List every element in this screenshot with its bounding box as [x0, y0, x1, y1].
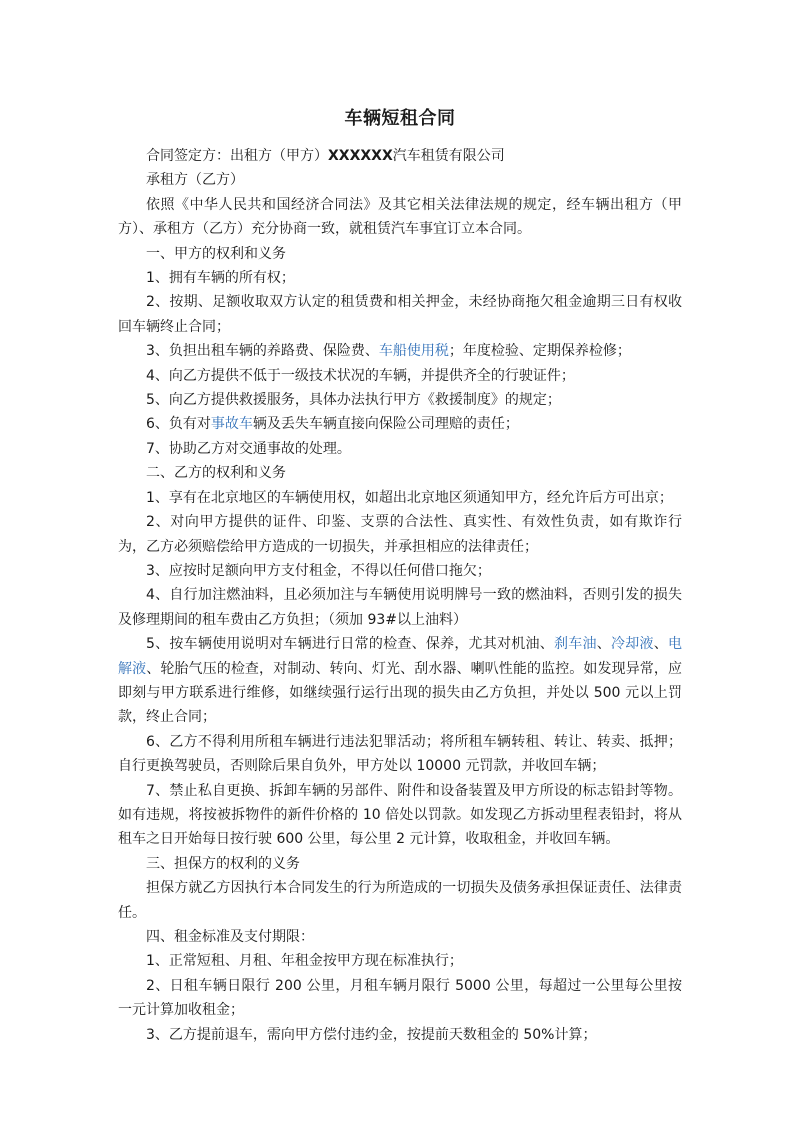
link-coolant[interactable]: 冷却液 [611, 636, 654, 653]
party-b-line: 承租方（乙方） [146, 172, 244, 189]
clause-4-2: 2、日租车辆日限行 200 公里，月租车辆月限行 5000 公里，每超过一公里每公里按一元计算加收租金； [118, 977, 682, 1019]
clause-3-text: 担保方就乙方因执行本合同发生的行为所造成的一切损失及债务承担保证责任、法律责任。 [118, 880, 682, 921]
party-a-line: 合同签定方：出租方（甲方）XXXXXX汽车租赁有限公司 [146, 148, 505, 164]
section-4-heading: 四、租金标准及支付期限： [146, 929, 314, 945]
section-3-heading: 三、担保方的权利的义务 [146, 855, 300, 872]
clause-1-3: 3、负担出租车辆的养路费、保险费、车船使用税；年度检验、定期保养检修； [146, 343, 631, 360]
contract-body [118, 144, 682, 1047]
link-accident-car[interactable]: 事故车 [210, 416, 253, 433]
clause-2-7: 7、禁止私自更换、拆卸车辆的另部件、附件和设备装置及甲方所设的标志铅封等物。如有违规，将按被拆物件的新件价格的 10 倍处以罚款。如发现乙方拆动里程表铅封，将从租车之日开始每日按行驶 600 公里，每公里 2 元计算，收取租金，并收回车辆。 [118, 782, 682, 848]
clause-2-3: 3、应按时足额向甲方支付租金，不得以任何借口拖欠； [146, 562, 491, 579]
clause-2-1: 1、享有在北京地区的车辆使用权，如超出北京地区须通知甲方，经允许后方可出京； [146, 489, 673, 506]
clause-2-4: 4、自行加注燃油料，且必须加注与车辆使用说明牌号一致的燃油料，否则引发的损失及修理期间的租车费由乙方负担；（须加 93#以上油料） [118, 587, 682, 628]
link-vehicle-tax[interactable]: 车船使用税 [378, 343, 449, 360]
clause-1-7: 7、协助乙方对交通事故的处理。 [146, 440, 351, 457]
clause-4-3: 3、乙方提前退车，需向甲方偿付违约金，按提前天数租金的 50%计算； [146, 1026, 597, 1043]
section-2-heading: 二、乙方的权利和义务 [146, 465, 286, 482]
link-electrolyte[interactable]: 电解液 [118, 636, 683, 677]
clause-1-4: 4、向乙方提供不低于一级技术状况的车辆，并提供齐全的行驶证件； [146, 367, 575, 384]
link-brake-fluid[interactable]: 刹车油 [554, 636, 597, 653]
section-1-heading: 一、甲方的权利和义务 [146, 245, 286, 262]
clause-1-2: 2、按期、足额收取双方认定的租赁费和相关押金，未经协商拖欠租金逾期三日有权收回车辆终止合同； [118, 294, 682, 335]
party-a-name: XXXXXX [328, 148, 393, 164]
clause-1-5: 5、向乙方提供救援服务，具体办法执行甲方《救援制度》的规定； [146, 392, 561, 409]
clause-4-1: 1、正常短租、月租、年租金按甲方现在标准执行； [146, 953, 463, 970]
intro-paragraph: 依照《中华人民共和国经济合同法》及其它相关法律法规的规定，经车辆出租方（甲方）、承租方（乙方）充分协商一致，就租赁汽车事宜订立本合同。 [118, 196, 682, 238]
clause-2-6: 6、乙方不得利用所租车辆进行违法犯罪活动；将所租车辆转租、转让、转卖、抵押；自行更换驾驶员，否则除后果自负外，甲方处以 10000 元罚款，并收回车辆； [118, 733, 682, 775]
clause-1-1: 1、拥有车辆的所有权； [146, 270, 295, 287]
document-title: 车辆短租合同 [344, 108, 456, 129]
clause-1-6: 6、负有对事故车辆及丢失车辆直接向保险公司理赔的责任； [146, 416, 519, 433]
clause-2-5: 5、按车辆使用说明对车辆进行日常的检查、保养，尤其对机油、刹车油、冷却液、电解液、轮胎气压的检查，对制动、转向、灯光、刮水器、喇叭性能的监控。如发现异常，应即刻与甲方联系进行维修，如继续强行运行出现的损失由乙方负担，并处以 500 元以上罚款，终止合同； [118, 636, 683, 726]
clause-2-2: 2、对向甲方提供的证件、印鉴、支票的合法性、真实性、有效性负责，如有欺诈行为，乙方必须赔偿给甲方造成的一切损失，并承担相应的法律责任； [118, 514, 682, 555]
